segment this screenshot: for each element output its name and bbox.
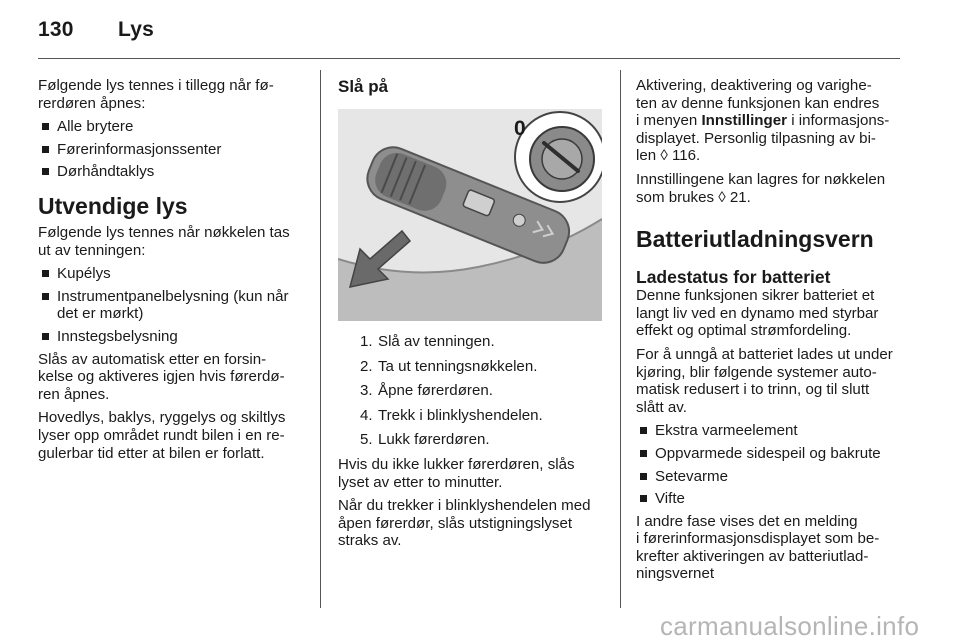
text-line: For å unngå at batteriet lades ut under — [636, 345, 893, 363]
text-line: straks av. — [338, 532, 402, 550]
paragraph — [338, 456, 610, 491]
text-line: i menyen — [636, 112, 702, 130]
bullet-icon — [42, 333, 49, 340]
bullet-icon — [640, 450, 647, 457]
cross-reference-link[interactable]: len ◊ 116. — [636, 147, 701, 165]
watermark: carmanualsonline.info — [660, 611, 920, 641]
bullet-icon — [42, 123, 49, 130]
list-item — [636, 445, 906, 463]
bullet-icon — [42, 293, 49, 300]
text-line: langt liv ved en dynamo med styrbar — [636, 304, 879, 322]
list-item-label: Kupélys — [57, 265, 111, 283]
page-title: Lys — [118, 18, 155, 41]
section-heading: Batteriutladningsvern — [636, 226, 874, 253]
list-item — [38, 288, 308, 323]
intro-paragraph — [38, 77, 308, 112]
step-number: 1. — [360, 333, 373, 350]
list-item-label: Instrumentpanelbelysning (kun når — [57, 287, 289, 305]
list-item — [38, 118, 308, 136]
column-divider-1 — [320, 70, 321, 608]
text-line: Når du trekker i blinklyshendelen med — [338, 497, 591, 515]
text-line: effekt og optimal strømfordeling. — [636, 322, 852, 340]
paragraph — [38, 409, 308, 462]
key-position-label: 0 — [514, 117, 526, 140]
list-item-label: Innstegsbelysning — [57, 327, 178, 345]
text-line: gulerbar tid etter at bilen er forlatt. — [38, 444, 265, 462]
step-text: Åpne førerdøren. — [378, 382, 493, 400]
text-line: kjøring, blir følgende systemer auto- — [636, 363, 877, 381]
bullet-icon — [640, 473, 647, 480]
list-item-label: Setevarme — [655, 467, 728, 485]
list-item — [636, 468, 906, 486]
list-item — [338, 407, 610, 425]
text-line: ten av denne funksjonen kan endres — [636, 94, 880, 112]
list-item-label: Oppvarmede sidespeil og bakrute — [655, 444, 881, 462]
list-item — [338, 431, 610, 449]
paragraph — [636, 513, 906, 583]
paragraph — [338, 497, 610, 550]
text-line: Følgende lys tennes i tillegg når fø- — [38, 77, 274, 94]
step-text: Slå av tenningen. — [378, 333, 495, 350]
text-line: matisk redusert i to trinn, og til slutt — [636, 381, 870, 399]
text-line: i førerinformasjonsdisplayet som be- — [636, 530, 880, 548]
list-item-label: Førerinformasjonssenter — [57, 140, 222, 158]
paragraph — [636, 171, 906, 206]
text-line: Aktivering, deaktivering og varighe- — [636, 77, 872, 94]
step-number: 5. — [360, 431, 373, 449]
paragraph — [636, 346, 906, 416]
list-item — [636, 422, 906, 440]
text-line: kelse og aktiveres igjen hvis førerdø- — [38, 368, 285, 386]
text-line: rerdøren åpnes: — [38, 94, 146, 112]
step-text: Ta ut tenningsnøkkelen. — [378, 357, 538, 375]
list-item — [38, 328, 308, 346]
cross-reference-link[interactable]: som brukes ◊ 21. — [636, 188, 751, 206]
step-text: Lukk førerdøren. — [378, 431, 490, 449]
paragraph — [38, 351, 308, 404]
list-item — [38, 141, 308, 159]
list-item-label: Alle brytere — [57, 118, 134, 136]
turn-signal-lever-illustration — [338, 109, 602, 321]
bullet-icon — [42, 168, 49, 175]
paragraph — [636, 287, 906, 340]
column-2 — [338, 77, 610, 556]
list-item — [338, 382, 610, 400]
column-3 — [636, 77, 906, 589]
list-item-label: det er mørkt) — [57, 305, 144, 323]
paragraph — [38, 224, 308, 259]
step-number: 2. — [360, 357, 373, 375]
text-line: Slås av automatisk etter en forsin- — [38, 350, 267, 368]
text-line: lyser opp området rundt bilen i en re- — [38, 426, 285, 444]
text-line: Følgende lys tennes når nøkkelen tas — [38, 223, 290, 241]
step-number: 3. — [360, 382, 373, 400]
text-line: displayet. Personlig tilpasning av bi- — [636, 129, 876, 147]
text-line: Hovedlys, baklys, ryggelys og skiltlys — [38, 409, 286, 427]
header-divider — [38, 58, 900, 59]
list-item — [338, 333, 610, 351]
list-item — [38, 163, 308, 181]
text-line: I andre fase vises det en melding — [636, 512, 858, 530]
section-heading: Utvendige lys — [38, 192, 188, 219]
list-item-label: Dørhåndtaklys — [57, 163, 155, 181]
bullet-icon — [42, 146, 49, 153]
menu-name: Innstillinger — [701, 112, 787, 130]
step-text: Trekk i blinklyshendelen. — [378, 406, 543, 424]
list-item-label: Vifte — [655, 490, 685, 508]
section-heading: Slå på — [338, 77, 389, 96]
text-line: lyset av etter to minutter. — [338, 473, 503, 491]
list-item-label: Ekstra varmeelement — [655, 422, 798, 440]
text-line: ren åpnes. — [38, 385, 110, 403]
paragraph — [636, 77, 906, 165]
list-item — [38, 265, 308, 283]
text-line: Denne funksjonen sikrer batteriet et — [636, 287, 875, 305]
subsection-heading: Ladestatus for batteriet — [636, 267, 831, 288]
text-line: Hvis du ikke lukker førerdøren, slås — [338, 455, 575, 473]
text-line: ningsvernet — [636, 565, 715, 583]
column-divider-2 — [620, 70, 621, 608]
text-line: krefter aktiveringen av batteriutlad- — [636, 547, 869, 565]
list-item — [338, 358, 610, 376]
bullet-icon — [640, 495, 647, 502]
text-line: Innstillingene kan lagres for nøkkelen — [636, 170, 886, 188]
step-number: 4. — [360, 406, 373, 424]
column-1 — [38, 77, 308, 468]
text-line: åpen førerdør, slås utstigningslyset — [338, 514, 573, 532]
page-number: 130 — [38, 18, 74, 41]
text-line: i informasjons- — [787, 112, 890, 130]
text-line: slått av. — [636, 398, 687, 416]
bullet-icon — [42, 270, 49, 277]
list-item — [636, 490, 906, 508]
text-line: ut av tenningen: — [38, 241, 146, 259]
bullet-icon — [640, 427, 647, 434]
